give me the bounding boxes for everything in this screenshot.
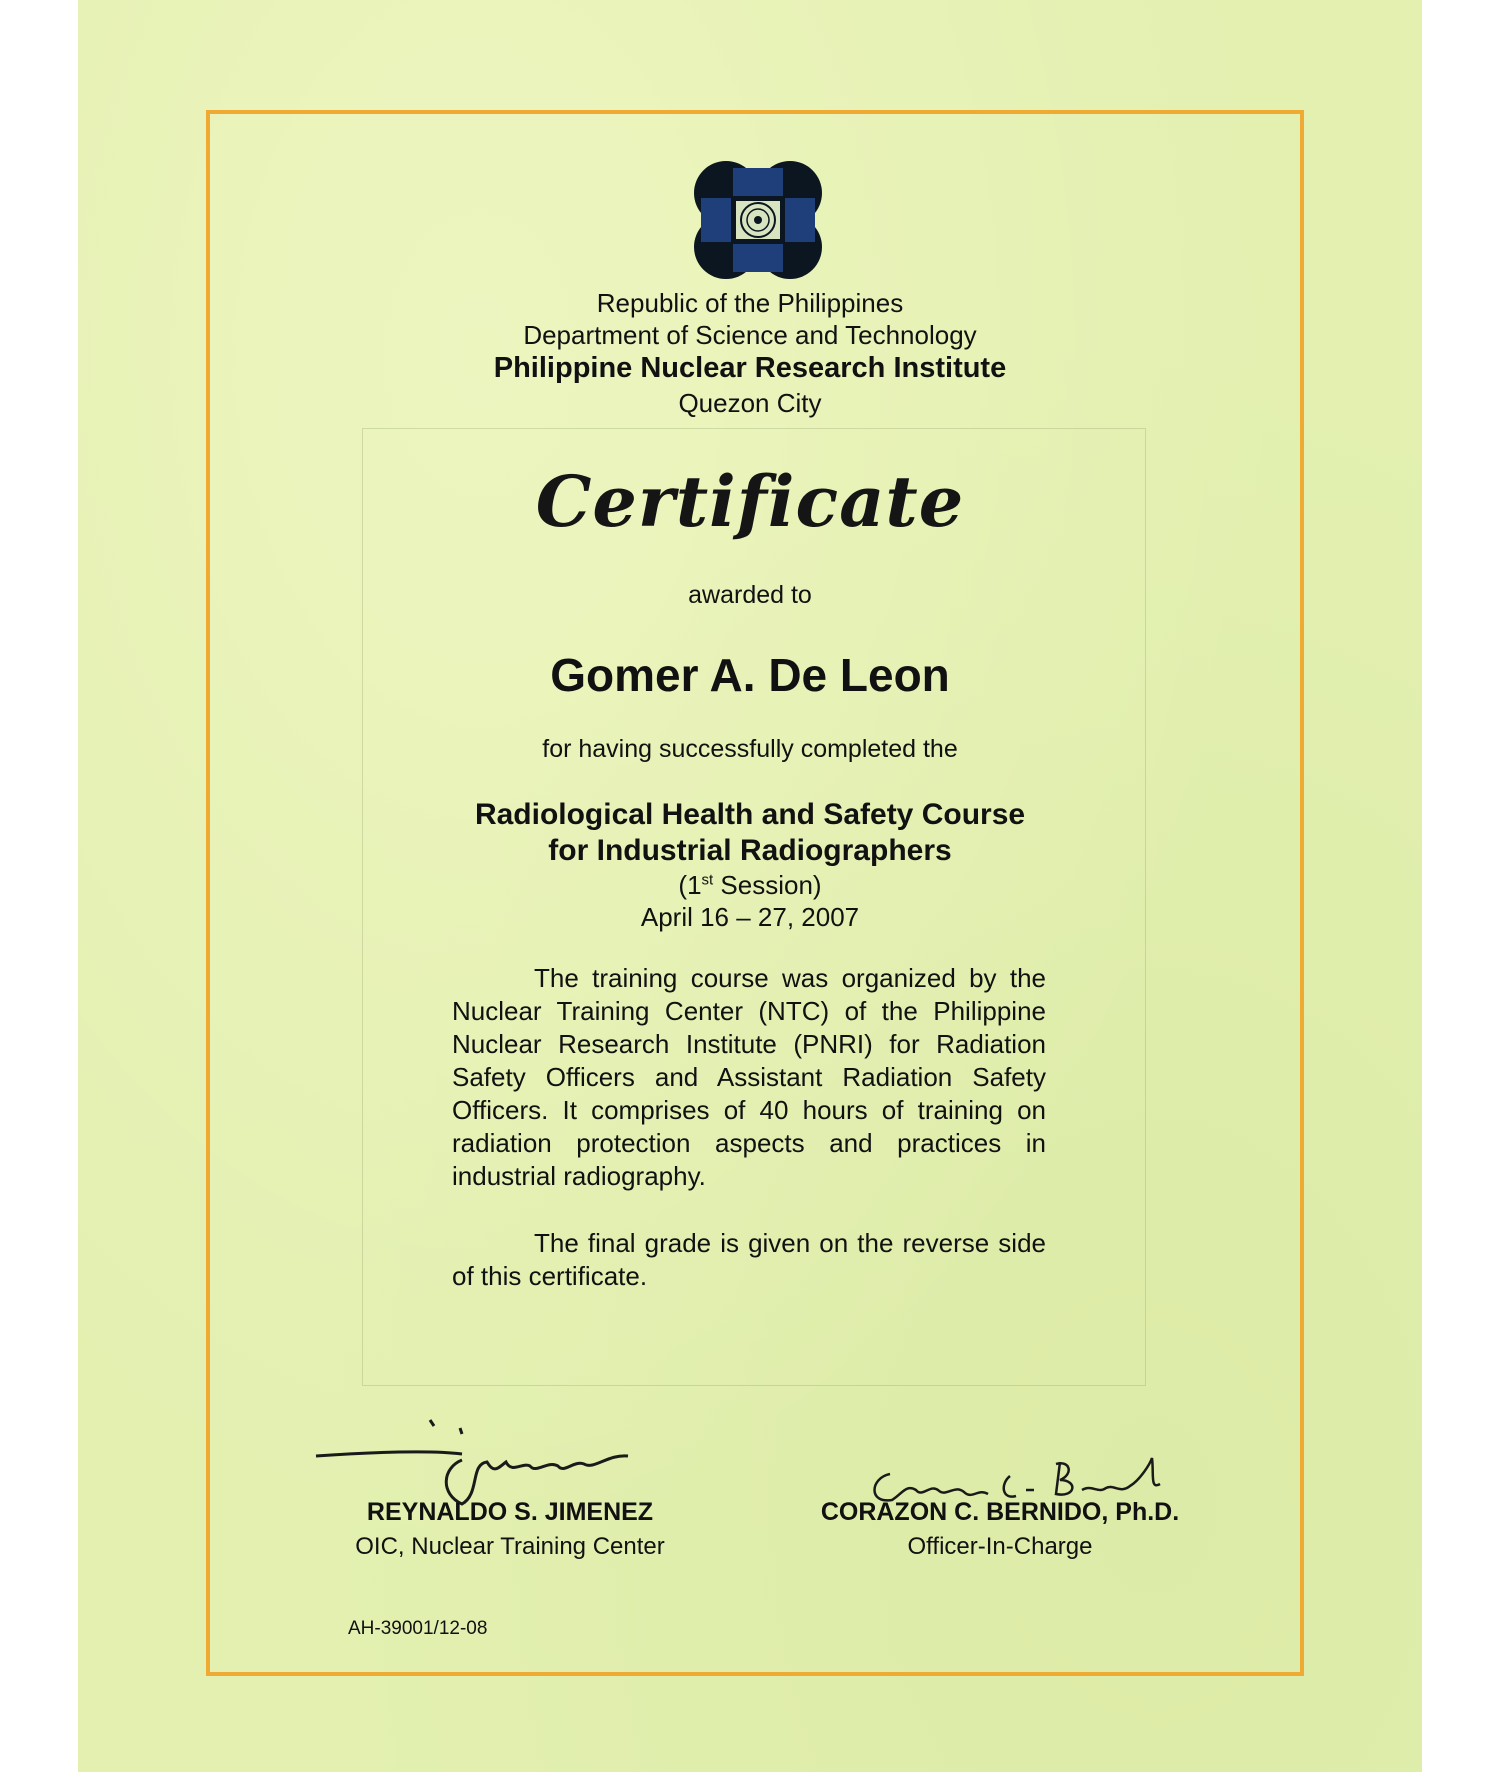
completion-statement: for having successfully completed the: [542, 735, 958, 763]
header-department: Department of Science and Technology: [523, 320, 977, 350]
course-title-line2: for Industrial Radiographers: [548, 834, 952, 867]
signatory-title: OIC, Nuclear Training Center: [355, 1533, 665, 1560]
course-description: The training course was organized by the Nuclear Training Center (NTC) of the Philippine Nuclear Research Institute (PNRI) for Radiation Safety Officers and Assistant Radiation Safety Officers. It comprises of 40 hours of training on radiation protection aspects and practices in industrial radiography.: [452, 963, 1046, 1191]
course-title-line1: Radiological Health and Safety Course: [474, 798, 1026, 831]
signatory-name: REYNALDO S. JIMENEZ: [366, 1498, 654, 1526]
session-open: (1: [678, 870, 702, 900]
course-dates: April 16 – 27, 2007: [640, 902, 860, 932]
header-republic: Republic of the Philippines: [596, 288, 904, 318]
certificate-title: Certificate: [535, 460, 965, 543]
recipient-name: Gomer A. De Leon: [550, 649, 950, 701]
signatory-right: [790, 1498, 1210, 1561]
session-close: Session): [713, 870, 822, 900]
awarded-to-label: awarded to: [688, 581, 812, 609]
header-institute: Philippine Nuclear Research Institute: [493, 352, 1007, 384]
session-ordinal: st: [701, 871, 714, 889]
signatory-left: [320, 1498, 700, 1561]
header-city: Quezon City: [678, 388, 822, 418]
grade-note: The final grade is given on the reverse side of this certificate.: [452, 1228, 1046, 1291]
reference-code: AH-39001/12-08: [348, 1618, 488, 1639]
session-label: [0, 870, 1500, 901]
pnri-seal-icon: [693, 160, 823, 280]
signatory-name: CORAZON C. BERNIDO, Ph.D.: [820, 1498, 1180, 1526]
signatory-title: Officer-In-Charge: [907, 1533, 1093, 1560]
